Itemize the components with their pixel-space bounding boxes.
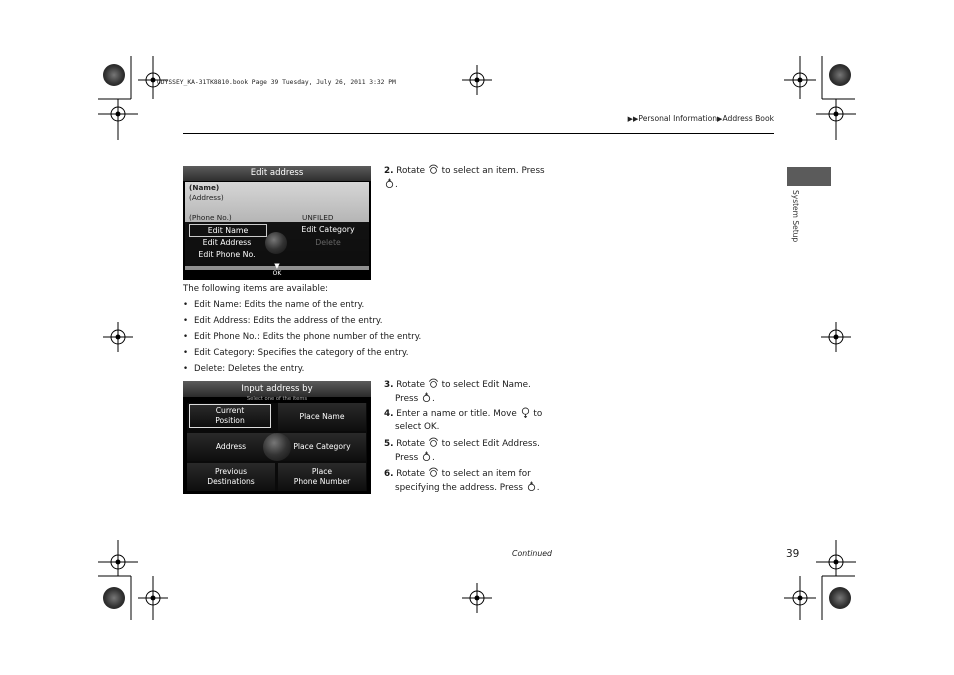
step-number: 5. <box>384 439 394 449</box>
edit-address-screen <box>183 166 371 280</box>
step-text: to select an item. Press <box>441 166 545 176</box>
step-text: Rotate <box>396 439 426 449</box>
edit-address-option[interactable]: Edit Address <box>202 238 252 247</box>
breadcrumb <box>628 114 774 123</box>
step-text: . <box>528 380 531 390</box>
item-desc: : Edits the phone number of the entry. <box>257 332 422 342</box>
breadcrumb-arrow-icon: ▶ <box>717 115 723 123</box>
edit-menu <box>185 222 369 266</box>
step-5 <box>384 437 554 465</box>
continued-label: Continued <box>512 549 553 558</box>
step-text: Press <box>395 394 419 404</box>
entry-phone: (Phone No.) <box>189 213 232 222</box>
input-address-screen <box>183 381 371 494</box>
color-disc-icon <box>103 64 125 86</box>
step-number: 4. <box>384 409 394 419</box>
address-option[interactable]: Address <box>187 433 275 461</box>
down-triangle-icon: ▼ <box>274 262 280 270</box>
entry-address: (Address) <box>189 193 224 202</box>
header-rule <box>183 133 774 134</box>
item-term: Delete <box>194 364 223 374</box>
intro-text: The following items are available: <box>183 284 329 294</box>
item-term: Edit Name <box>194 300 239 310</box>
step-term: Edit Name <box>482 380 529 390</box>
step-text: Rotate <box>396 166 426 176</box>
step-text: Enter a name or title. Move <box>396 409 517 419</box>
color-disc-icon <box>829 587 851 609</box>
bullet-icon: • <box>183 316 189 326</box>
step-3 <box>384 378 554 406</box>
step-text: to select <box>441 439 480 449</box>
list-item <box>183 332 421 342</box>
bullet-icon: • <box>183 300 189 310</box>
step-text: specifying the address. Press <box>395 483 523 493</box>
item-desc: : Deletes the entry. <box>222 364 305 374</box>
item-desc: : Specifies the category of the entry. <box>252 348 409 358</box>
step-text: . <box>431 453 435 463</box>
step-6 <box>384 467 554 495</box>
item-term: Edit Category <box>194 348 253 358</box>
step-text: Rotate <box>396 380 426 390</box>
move-joystick-icon <box>520 407 531 418</box>
breadcrumb-arrow-icon: ▶▶ <box>627 115 639 123</box>
step-text: . <box>436 422 440 432</box>
step-number: 6. <box>384 469 394 479</box>
step-text: . <box>536 483 540 493</box>
place-category-option[interactable]: Place Category <box>278 433 366 461</box>
color-disc-icon <box>103 587 125 609</box>
color-disc-icon <box>829 64 851 86</box>
item-term: Edit Address <box>194 316 248 326</box>
ok-label: OK <box>272 270 282 277</box>
edit-category-option[interactable]: Edit Category <box>301 225 355 234</box>
list-item <box>183 364 304 374</box>
step-term: Edit Address <box>482 439 538 449</box>
bullet-icon: • <box>183 348 189 358</box>
step-number: 3. <box>384 380 394 390</box>
step-number: 2. <box>384 166 394 176</box>
rotate-knob-icon <box>428 437 439 448</box>
breadcrumb-item: Personal Information <box>638 114 718 123</box>
place-name-option[interactable]: Place Name <box>278 403 366 431</box>
page-number: 39 <box>786 548 800 560</box>
step-text: . <box>431 394 435 404</box>
breadcrumb-item: Address Book <box>722 114 774 123</box>
list-item <box>183 348 409 358</box>
option-grid <box>187 403 367 491</box>
step-term: OK <box>423 422 437 432</box>
delete-option[interactable]: Delete <box>315 238 341 247</box>
edit-phone-option[interactable]: Edit Phone No. <box>198 250 256 259</box>
selector-knob-icon <box>263 433 291 461</box>
screen-title: Input address by <box>183 381 371 397</box>
step-text: Rotate <box>396 469 426 479</box>
step-2 <box>384 164 554 192</box>
previous-destinations-option[interactable]: Previous Destinations <box>187 463 275 491</box>
press-knob-icon <box>421 392 432 403</box>
section-label: System Setup <box>791 190 800 243</box>
step-text: . <box>395 180 398 190</box>
item-desc: : Edits the address of the entry. <box>247 316 383 326</box>
current-position-option[interactable]: Current Position <box>189 404 271 428</box>
item-term: Edit Phone No. <box>194 332 257 342</box>
item-desc: : Edits the name of the entry. <box>238 300 365 310</box>
press-knob-icon <box>421 451 432 462</box>
rotate-knob-icon <box>428 378 439 389</box>
book-info-line: ODYSSEY_KA-31TK8810.book Page 39 Tuesday, July 26, 2011 3:32 PM <box>157 79 396 86</box>
list-item <box>183 300 364 310</box>
step-text: select <box>395 422 422 432</box>
press-knob-icon <box>384 178 395 189</box>
step-text: to select <box>441 380 480 390</box>
screen-title: Edit address <box>183 166 371 181</box>
step-text: to select an item for <box>441 469 531 479</box>
press-knob-icon <box>526 481 537 492</box>
section-tab <box>787 167 831 186</box>
step-4 <box>384 407 554 434</box>
step-text: to <box>533 409 543 419</box>
entry-category: UNFILED <box>302 213 334 222</box>
entry-name: (Name) <box>189 183 220 192</box>
selector-knob-icon <box>265 232 287 254</box>
bullet-icon: • <box>183 364 189 374</box>
step-text: Press <box>395 453 419 463</box>
ok-indicator[interactable] <box>267 263 287 277</box>
place-phone-number-option[interactable]: Place Phone Number <box>278 463 366 491</box>
rotate-knob-icon <box>428 467 439 478</box>
rotate-knob-icon <box>428 164 439 175</box>
list-item <box>183 316 383 326</box>
step-text: . <box>537 439 540 449</box>
screen-subtitle: Select one of the items <box>246 396 308 402</box>
bullet-icon: • <box>183 332 189 342</box>
edit-name-option[interactable]: Edit Name <box>189 224 267 237</box>
